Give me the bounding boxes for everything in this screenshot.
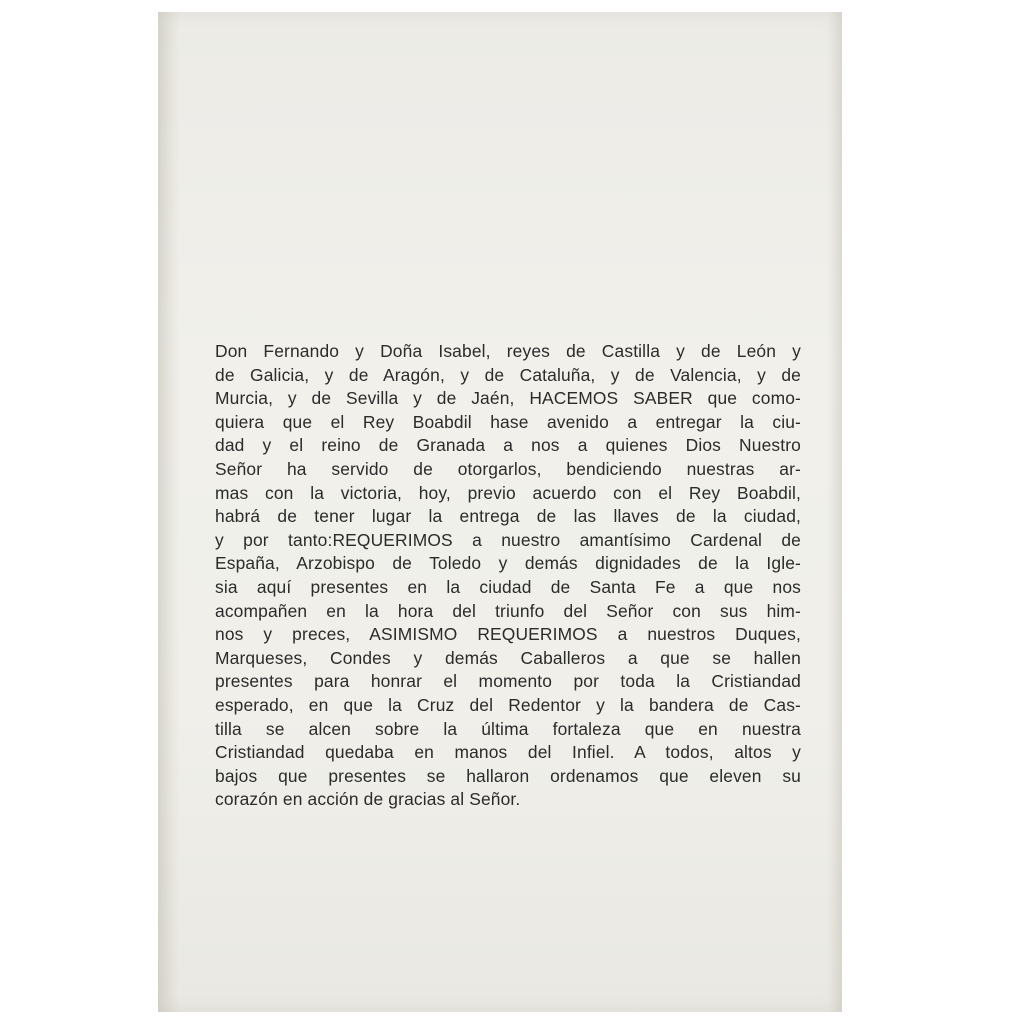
text-line: Cristiandad quedaba en manos del Infiel. A todos, altos y bbox=[215, 742, 801, 763]
text-line: tilla se alcen sobre la última fortaleza que en nuestra bbox=[215, 718, 801, 739]
text-line: Marqueses, Condes y demás Caballeros a que se hallen bbox=[215, 647, 801, 668]
text-line: y por tanto:REQUERIMOS a nuestro amantísimo Cardenal de bbox=[215, 529, 801, 550]
text-line: bajos que presentes se hallaron ordenamos que eleven su bbox=[215, 765, 801, 786]
text-line: quiera que el Rey Boabdil hase avenido a entregar la ciu- bbox=[215, 411, 801, 432]
text-line: nos y preces, ASIMISMO REQUERIMOS a nuestros Duques, bbox=[215, 624, 801, 645]
text-line: presentes para honrar el momento por toda la Cristiandad bbox=[215, 671, 801, 692]
text-line: mas con la victoria, hoy, previo acuerdo con el Rey Boabdil, bbox=[215, 482, 801, 503]
text-line: esperado, en que la Cruz del Redentor y la bandera de Cas- bbox=[215, 694, 801, 715]
text-line: dad y el reino de Granada a nos a quienes Dios Nuestro bbox=[215, 435, 801, 456]
book-page bbox=[158, 12, 842, 1012]
text-line: Don Fernando y Doña Isabel, reyes de Castilla y de León y bbox=[215, 341, 801, 361]
text-line: sia aquí presentes en la ciudad de Santa Fe a que nos bbox=[215, 576, 801, 597]
text-line: Murcia, y de Sevilla y de Jaén, HACEMOS SABER que como- bbox=[215, 388, 801, 409]
page-edge-shadow-right bbox=[828, 12, 842, 1012]
text-line-last: corazón en acción de gracias al Señor. bbox=[215, 789, 521, 810]
text-line: Señor ha servido de otorgarlos, bendiciendo nuestras ar- bbox=[215, 458, 801, 479]
text-line: acompañen en la hora del triunfo del Señor con sus him- bbox=[215, 600, 801, 621]
page-edge-shadow bbox=[158, 12, 180, 1012]
text-line: España, Arzobispo de Toledo y demás dignidades de la Igle- bbox=[215, 553, 801, 574]
decree-text bbox=[215, 340, 801, 812]
text-line: habrá de tener lugar la entrega de las llaves de la ciudad, bbox=[215, 506, 801, 527]
text-line: de Galicia, y de Aragón, y de Cataluña, y de Valencia, y de bbox=[215, 364, 801, 385]
